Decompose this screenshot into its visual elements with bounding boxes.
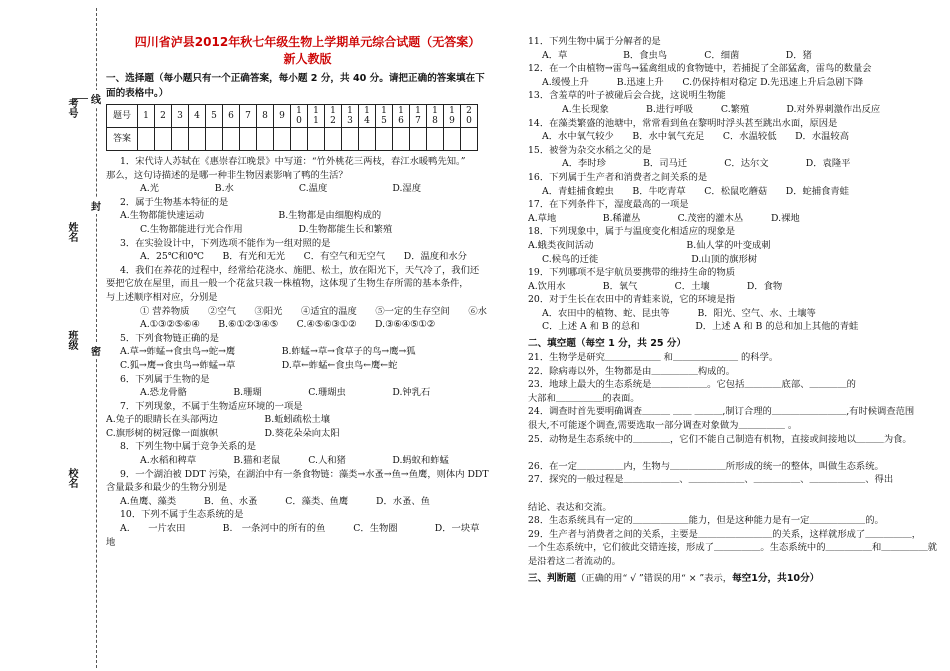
question-number-digit: 1 (313, 106, 319, 116)
answer-cell[interactable] (206, 128, 223, 151)
fill-in-line: 28．生态系统具有一定的＿＿＿＿＿＿能力，但是这种能力是有一定＿＿＿＿＿＿的。 (528, 515, 884, 527)
question-line: 15．被誉为杂交水稻之父的是 (528, 144, 652, 156)
answer-table-number-row (107, 105, 478, 128)
question-line: C.旗形树的树冠像一面旗帜 D.葵花朵朵向太阳 (106, 427, 340, 439)
exam-number-label: 考号 (66, 98, 77, 118)
answer-cell[interactable] (342, 128, 359, 151)
binding-margin (0, 0, 106, 671)
right-questions (528, 35, 940, 334)
question-line: 要把它放在屋里，而且一般一个花盆只栽一株植物，这体现了生物生存所需的基本条件， (106, 278, 469, 290)
right-column (528, 35, 940, 586)
question-line: 与上述顺序相对应，分别是 (106, 291, 218, 303)
section3-title: 三、判断题 (528, 572, 576, 584)
fill-in-line: 27．探究的一般过程是＿＿＿＿＿＿、＿＿＿＿＿＿、＿＿＿＿＿、＿＿＿＿＿＿、得出 (528, 474, 894, 486)
exam-title: 四川省泸县2012年秋七年级生物上学期单元综合试题（无答案） (134, 35, 481, 49)
question-number-digit: 3 (177, 111, 183, 121)
section3-instruction: （正确的用“ √ ”错误的用“ × ”表示， (575, 572, 733, 584)
question-line: A．水中氧气较少 B．水中氧气充足 C．水温较低 D．水温较高 (542, 131, 850, 143)
question-number-digit: 1 (415, 106, 421, 116)
question-line: A．农田中的植物、蛇、昆虫等 B．阳光、空气、水、土壤等 (542, 307, 816, 319)
exam-subtitle: 新人教版 (283, 52, 332, 66)
left-questions (106, 155, 509, 549)
answer-cell[interactable] (189, 128, 206, 151)
question-number-digit: 1 (364, 106, 370, 116)
question-line: A．李时珍 B．司马迁 C．达尔文 D．袁隆平 (562, 158, 851, 170)
question-number-cell (206, 105, 223, 128)
question-line: A.光 B.水 C.温度 D.湿度 (140, 183, 421, 195)
question-number-digit: 2 (330, 116, 336, 126)
question-number-cell (342, 105, 359, 128)
question-number-cell (291, 105, 308, 128)
question-line: A.①③②⑤⑥④ B.⑥①②③④⑤ C.④⑤⑥③①② D.③⑥④⑤①② (140, 319, 436, 331)
question-number-cell (189, 105, 206, 128)
question-number-cell (240, 105, 257, 128)
answer-cell[interactable] (410, 128, 427, 151)
question-line: C.候鸟的迁徙 D.山顶的旗形树 (542, 253, 758, 265)
question-number-digit: 6 (228, 111, 234, 121)
fill-in-line: 26．在一定＿＿＿＿＿内，生物与＿＿＿＿＿＿所形成的统一的整体，叫做生态系统。 (528, 460, 884, 472)
question-line: A.草地 B.稀灌丛 C.茂密的灌木丛 D.裸地 (528, 212, 800, 224)
question-number-digit: 9 (279, 111, 285, 121)
fill-in-line: 29．生产者与消费者之间的关系，主要是＿＿＿＿＿＿＿＿的关系，这样就形成了＿＿＿＿＿， (528, 528, 922, 540)
question-line: A．青蛙捕食蝗虫 B．牛吃青草 C．松鼠吃蘑菇 D．蛇捕食青蛙 (542, 185, 850, 197)
question-number-digit: 2 (160, 111, 166, 121)
fill-in-line: 25．动物是生态系统中的＿＿＿＿，它们不能自己制造有机物，直接或间接地以＿＿＿为食。 (528, 433, 912, 445)
question-line: 11．下列生物中属于分解者的是 (528, 36, 661, 47)
question-line: 5．下列食物链正确的是 (120, 332, 219, 344)
question-line: 地 (106, 536, 116, 548)
question-line: 17．在下列条件下，湿度最高的一项是 (528, 199, 689, 211)
seal-char-seal: 封 (91, 197, 101, 214)
answer-cell[interactable] (138, 128, 155, 151)
question-line: A.鱼鹰、藻类 B．鱼、水蚤 C．藻类、鱼鹰 D．水蚤、鱼 (120, 495, 430, 507)
answer-table-row-label: 答案 (107, 128, 138, 151)
fill-in-line: 24．调查时首先要明确调查＿＿＿ ＿＿ ＿＿＿,制订合理的＿＿＿＿＿＿＿＿,有时候调查范围 (528, 406, 915, 418)
section1-heading-cont: 面的表格中。） (106, 88, 169, 99)
question-number-digit: 5 (381, 116, 387, 126)
fill-in-line: 是沿着这二者流动的。 (528, 555, 621, 567)
question-number-digit: 4 (194, 111, 200, 121)
fill-in-line: 很大,不可能逐个调查,需要选取一部分调查对象做为＿＿＿＿＿ 。 (528, 420, 798, 432)
school-label: 校名 (66, 468, 77, 488)
section3-score: 每空1分，共10分） (732, 572, 820, 584)
question-line: 10．下列不属于生态系统的是 (120, 509, 244, 521)
question-line: A．25℃和0℃ B．有光和无光 C．有空气和无空气 D．温度和水分 (140, 251, 467, 263)
question-number-cell (325, 105, 342, 128)
question-number-digit: 1 (330, 106, 336, 116)
question-number-digit: 0 (466, 116, 472, 126)
section3-heading (528, 571, 940, 586)
question-line: 8．下列生物中属于竞争关系的是 (120, 441, 257, 453)
question-number-digit: 1 (296, 106, 302, 116)
question-number-cell (393, 105, 410, 128)
answer-cell[interactable] (155, 128, 172, 151)
answer-cell[interactable] (393, 128, 410, 151)
question-line: A.蛾类夜间活动 B.仙人掌的叶变成刺 (528, 239, 771, 251)
answer-table-answer-row (107, 128, 478, 151)
fill-in-line: 22．除病毒以外，生物都是由＿＿＿＿＿构成的。 (528, 365, 736, 377)
question-line: C.生物都能进行光合作用 D.生物都能生长和繁殖 (140, 223, 393, 235)
question-line: C.狐→鹰→食虫鸟→蚱蜢→草 D.草←蚱蜢←食虫鸟←鹰←蛇 (120, 359, 398, 371)
answer-cell[interactable] (376, 128, 393, 151)
question-number-cell (410, 105, 427, 128)
question-line: 12．在一个由植物→雷鸟→猛禽组成的食物链中，若捕捉了全部猛禽，雷鸟的数量会 (528, 63, 872, 75)
question-number-digit: 4 (364, 116, 370, 126)
question-number-cell (461, 105, 478, 128)
question-number-digit: 8 (262, 111, 268, 121)
question-number-digit: 8 (432, 116, 438, 126)
answer-cell[interactable] (223, 128, 240, 151)
question-number-cell (257, 105, 274, 128)
question-line: A.缓慢上升 B.迅速上升 C.仍保持相对稳定 D.先迅速上升后急剧下降 (542, 76, 864, 88)
fill-in-line: 结论、表达和交流。 (528, 501, 612, 513)
seal-char-secret: 密 (91, 342, 101, 359)
question-number-cell (223, 105, 240, 128)
question-line: 19．下列哪项不是宇航员要携带的维持生命的物质 (528, 267, 736, 279)
question-line: 2．属于生物基本特征的是 (120, 196, 229, 208)
question-number-digit: 1 (381, 106, 387, 116)
left-column (106, 34, 509, 549)
answer-cell[interactable] (427, 128, 444, 151)
question-line: 1．宋代诗人苏轼在《惠崇春江晚景》中写道：“竹外桃花三两枝，春江水暖鸭先知。” (120, 156, 466, 167)
section2-heading: 二、填空题（每空 1 分，共 25 分） (528, 338, 687, 350)
question-line: 那么，这句诗描述的是哪一种非生物因素影响了鸭的生活？ (106, 169, 348, 181)
answer-cell[interactable] (444, 128, 461, 151)
fill-in-line: 23．地球上最大的生态系统是＿＿＿＿＿＿。它包括＿＿＿＿底部、＿＿＿＿的 (528, 379, 856, 391)
question-line: A.兔子的眼睛长在头部两边 B.蚯蚓疏松土壤 (106, 414, 330, 426)
question-number-cell (155, 105, 172, 128)
question-line: 16．下列属于生产者和消费者之间关系的是 (528, 171, 708, 183)
question-number-cell (444, 105, 461, 128)
question-line: A.生物都能快速运动 B.生物都是由细胞构成的 (120, 210, 382, 222)
fill-in-questions (528, 351, 940, 569)
fold-line (96, 8, 97, 668)
answer-cell[interactable] (308, 128, 325, 151)
question-number-cell (427, 105, 444, 128)
question-number-digit: 7 (245, 111, 251, 121)
question-number-cell (138, 105, 155, 128)
answer-cell[interactable] (274, 128, 291, 151)
question-line: A. 一片农田 B. 一条河中的所有的鱼 C．生物圈 D．一块草 (120, 523, 480, 535)
answer-table (106, 104, 478, 151)
question-line: 18．下列现象中，属于与温度变化相适应的现象是 (528, 226, 736, 238)
fill-in-line: 21．生物学是研究＿＿＿＿＿＿ 和＿＿＿＿＿＿＿ 的科学。 (528, 352, 779, 364)
question-line: 6．下列属于生物的是 (120, 373, 210, 385)
question-line: A．草 B．食虫鸟 C．细菌 D．猪 (542, 49, 812, 61)
question-line: C．上述 A 和 B 的总和 D．上述 A 和 B 的总和加上其他的青蛙 (542, 321, 859, 333)
fill-in-line: 大部和＿＿＿＿＿的表面。 (528, 392, 640, 404)
question-line: A.水稻和稗草 B.猫和老鼠 C.人和猪 D.蚂蚁和蚱蜢 (140, 455, 449, 467)
question-number-digit: 1 (432, 106, 438, 116)
question-line: 4．我们在养花的过程中，经常给花浇水、施肥、松土，放在阳光下，天气冷了，我们还 (120, 264, 480, 276)
question-number-digit: 7 (415, 116, 421, 126)
name-label: 姓名 (66, 222, 77, 242)
question-line: ① 营养物质 ②空气 ③阳光 ④适宜的温度 ⑤一定的生存空间 ⑥水 (140, 305, 487, 317)
question-line: 7．下列现象，不属于生物适应环境的一项是 (120, 400, 303, 412)
question-number-digit: 3 (347, 116, 353, 126)
fill-in-line (528, 487, 940, 501)
question-number-digit: 0 (296, 116, 302, 126)
question-line: 含量最多和最少的生物分别是 (106, 482, 227, 494)
question-line: A.恐龙骨骼 B.珊瑚 C.珊瑚虫 D.钟乳石 (140, 387, 431, 399)
class-label: 班级 (66, 330, 77, 350)
section1-heading: 一、选择题（每小题只有一个正确答案，每小题 2 分，共 40 分。请把正确的答案填在下 (106, 73, 485, 84)
answer-cell[interactable] (257, 128, 274, 151)
question-number-digit: 1 (449, 106, 455, 116)
question-line: A.草→蚱蜢→食虫鸟→蛇→鹰 B.蚱蜢→草→食草子的鸟→鹰→狐 (120, 346, 416, 358)
question-line: 3．在实验设计中，下列选项不能作为一组对照的是 (120, 237, 331, 249)
question-number-digit: 6 (398, 116, 404, 126)
question-number-digit: 1 (143, 111, 149, 121)
answer-cell[interactable] (359, 128, 376, 151)
question-line: A.饮用水 B．氧气 C．土壤 D．食物 (528, 280, 783, 292)
fill-in-line (528, 446, 940, 460)
question-number-digit: 1 (398, 106, 404, 116)
question-number-digit: 1 (347, 106, 353, 116)
answer-cell[interactable] (461, 128, 478, 151)
answer-cell[interactable] (291, 128, 308, 151)
question-line: 13．含羞草的叶子被碰后会合拢，这说明生物能 (528, 90, 726, 102)
question-line: 14．在藻类繁盛的池塘中，常常看到鱼在黎明时浮头甚至跳出水面，原因是 (528, 117, 838, 129)
question-number-cell (308, 105, 325, 128)
question-number-cell (359, 105, 376, 128)
answer-cell[interactable] (325, 128, 342, 151)
question-number-digit: 2 (466, 106, 472, 116)
question-number-digit: 9 (449, 116, 455, 126)
question-number-cell (376, 105, 393, 128)
question-number-cell (274, 105, 291, 128)
answer-cell[interactable] (240, 128, 257, 151)
answer-table-row-label: 题号 (107, 105, 138, 128)
label-underline (72, 98, 88, 99)
question-line: 20．对于生长在农田中的青蛙来说，它的环境是指 (528, 294, 736, 306)
fill-in-line: 一个生态系统中，它们彼此交错连接，形成了＿＿＿＿＿。生态系统中的＿＿＿＿＿和＿＿＿＿＿就 (528, 542, 938, 554)
seal-char-line: 线 (91, 90, 101, 107)
question-number-digit: 1 (313, 116, 319, 126)
question-line: 9．一个湖泊被 DDT 污染，在湖泊中有一条食物链：藻类→水蚤→鱼→鱼鹰，则体内 DDT (120, 468, 489, 480)
answer-cell[interactable] (172, 128, 189, 151)
question-number-cell (172, 105, 189, 128)
question-line: A.生长现象 B.进行呼吸 C.繁殖 D.对外界刺激作出反应 (562, 103, 881, 115)
question-number-digit: 5 (211, 111, 217, 121)
